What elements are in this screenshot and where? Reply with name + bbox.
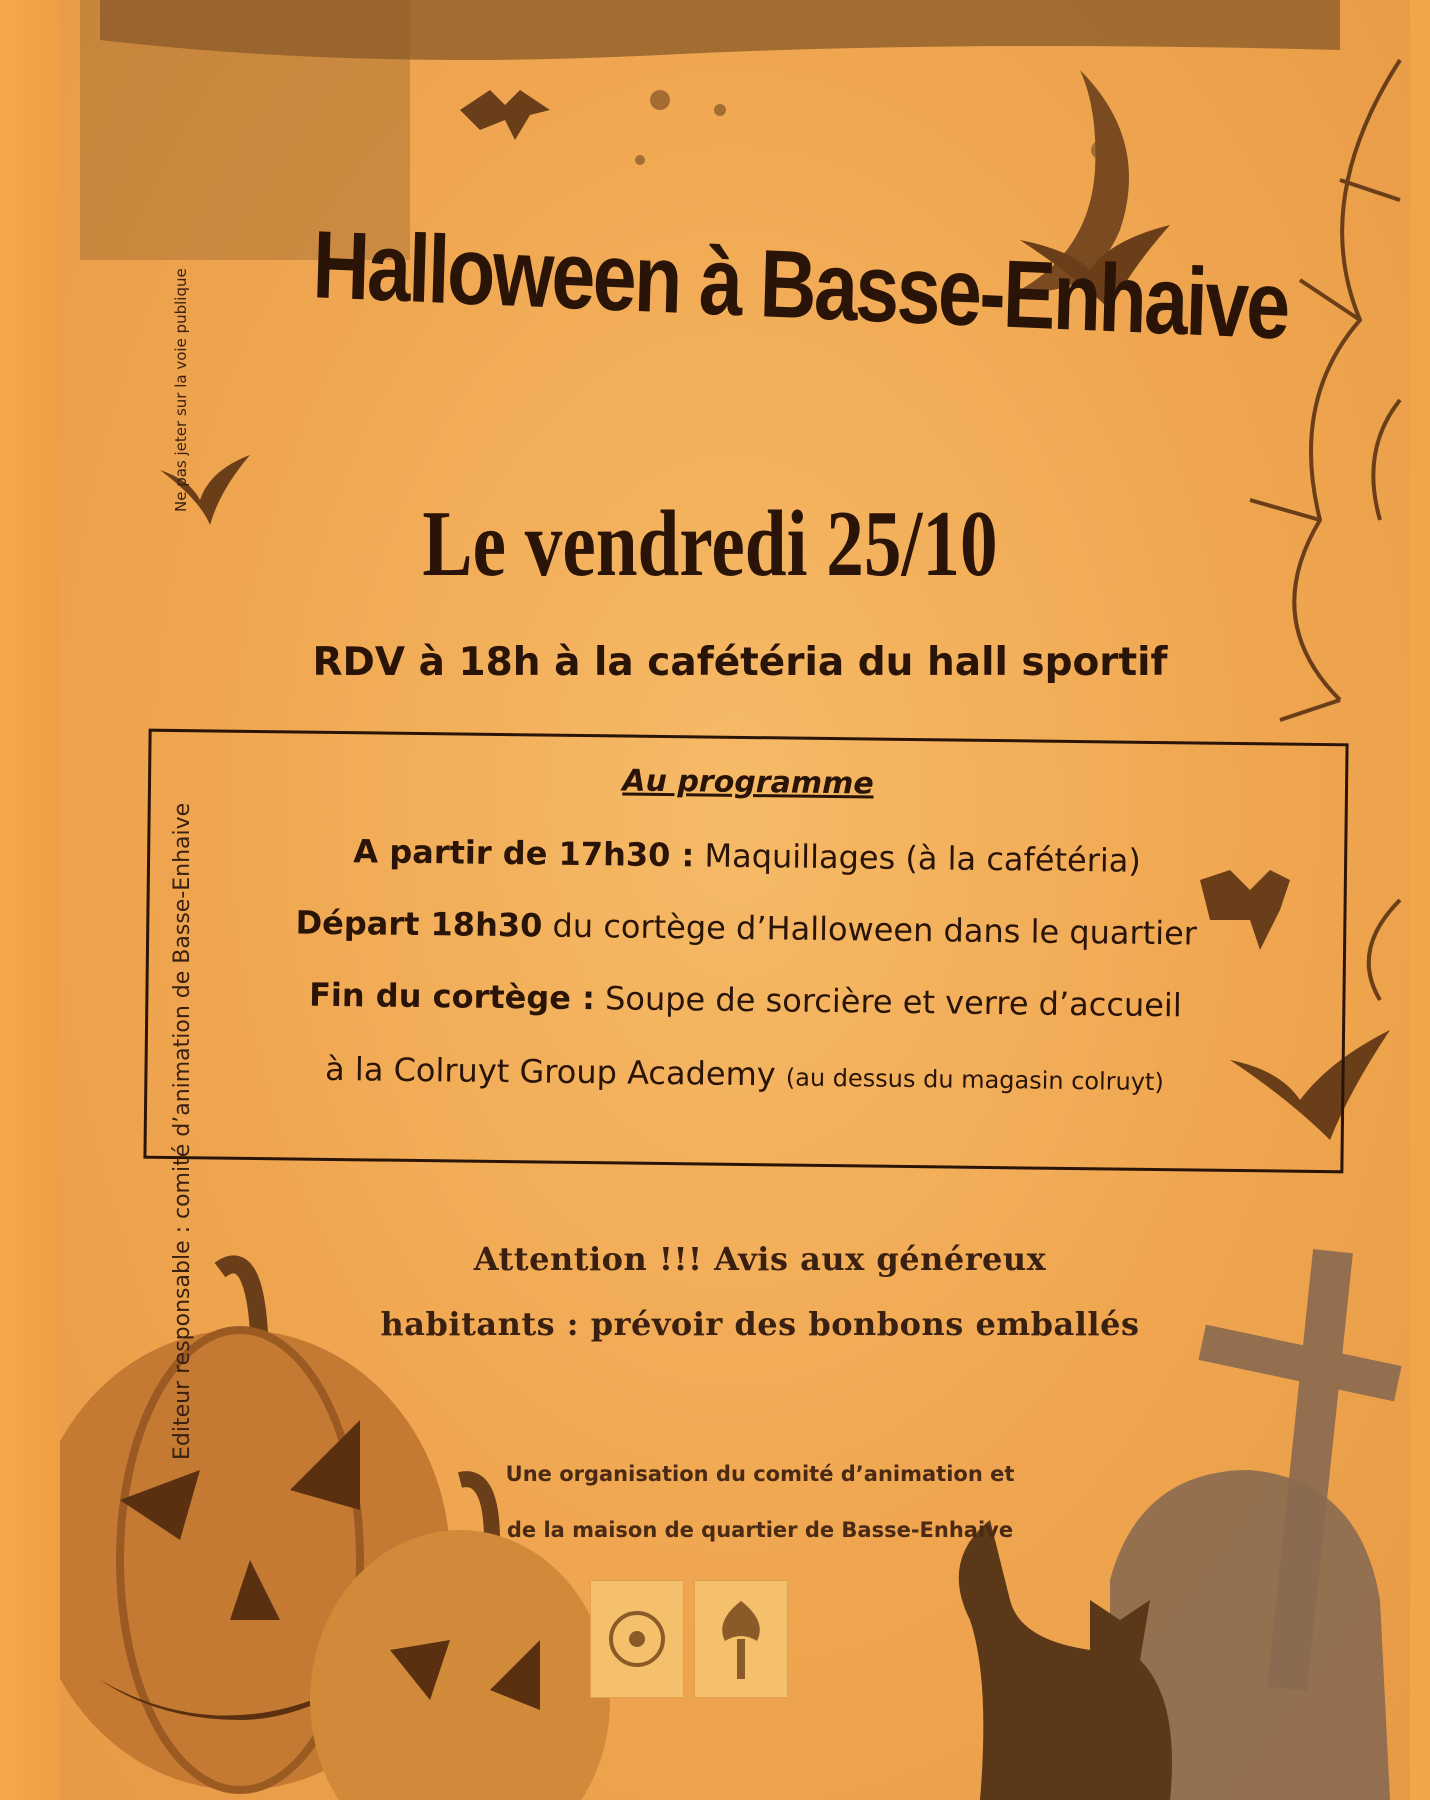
disposal-note: Ne pas jeter sur la voie publique [172,268,190,512]
program-line-strong: A partir de 17h30 : [353,832,695,875]
program-line-small: (au dessus du magasin colruyt) [785,1063,1164,1097]
logo-icon [694,1580,788,1698]
program-line [148,974,1342,1027]
meeting-info: RDV à 18h à la cafétéria du hall sportif [312,640,1168,685]
program-line-text: à la Colruyt Group Academy [324,1049,787,1094]
paper-edge [0,0,60,1800]
logo-icon [590,1580,684,1698]
event-date: Le vendredi 25/10 [422,492,998,596]
poster-title: Halloween à Basse-Enhaive [311,211,1290,360]
logo-icon [591,1581,683,1697]
publisher-credit: Editeur responsable : comité d’animation de Basse-Enhaive [170,802,195,1460]
program-box [143,729,1348,1174]
program-line-strong: Départ 18h30 [295,903,543,945]
program-line-text: Soupe de sorcière et verre d’accueil [594,979,1182,1025]
program-line-text: Maquillages (à la cafétéria) [694,836,1142,880]
organisation-line-1: Une organisation du comité d’animation et [505,1462,1015,1486]
program-line-text: du cortège d’Halloween dans le quartier [542,906,1198,953]
logo-icon [695,1581,787,1697]
program-line [150,830,1344,883]
poster [60,0,1410,1800]
organisation-line-2: de la maison de quartier de Basse-Enhaive [506,1518,1014,1542]
bat-icon [460,90,550,140]
attention-line-1: Attention !!! Avis aux généreux [473,1240,1047,1278]
program-line [149,902,1343,955]
attention-line-2: habitants : prévoir des bonbons emballés [380,1305,1140,1343]
program-line-strong: Fin du cortège : [308,975,596,1018]
program-line [147,1048,1341,1101]
program-heading: Au programme [622,763,874,802]
